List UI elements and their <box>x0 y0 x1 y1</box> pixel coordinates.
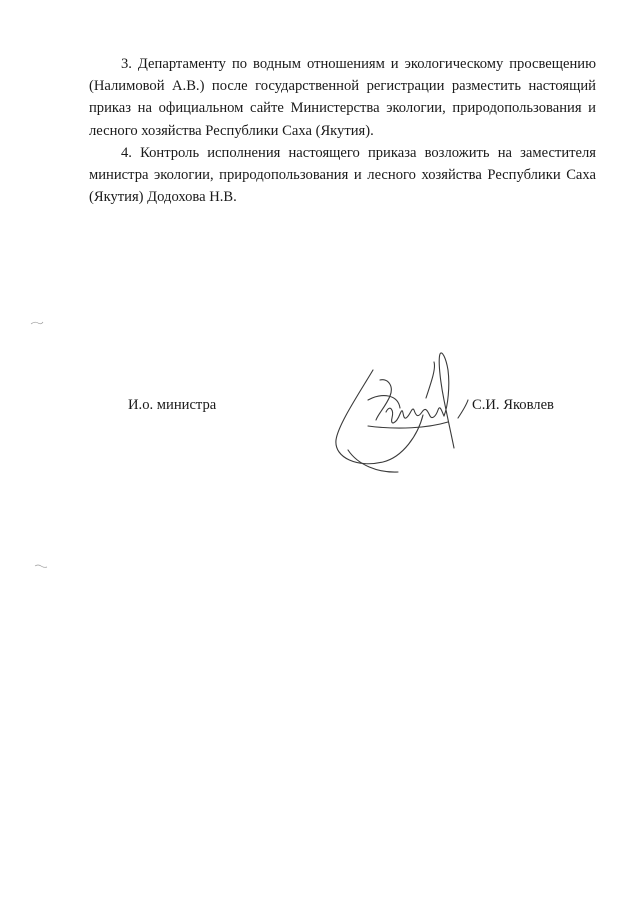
signatory-position: И.о. министра <box>128 397 217 413</box>
paragraph-3: 3. Департаменту по водным отношениям и экологическому просвещению (Налимовой А.В.) после государственной регистрации разместить настоящий приказ на официальном сайте Министерства экологии, природопользования и лесного хозяйства Республики Саха (Якутия). <box>89 56 596 139</box>
handwritten-signature <box>328 340 488 480</box>
signatory-name: С.И. Яковлев <box>472 397 554 413</box>
paragraph-4: 4. Контроль исполнения настоящего приказа возложить на заместителя министра экологии, природопользования и лесного хозяйства Республики Саха (Якутия) Додохова Н.В. <box>89 144 596 206</box>
